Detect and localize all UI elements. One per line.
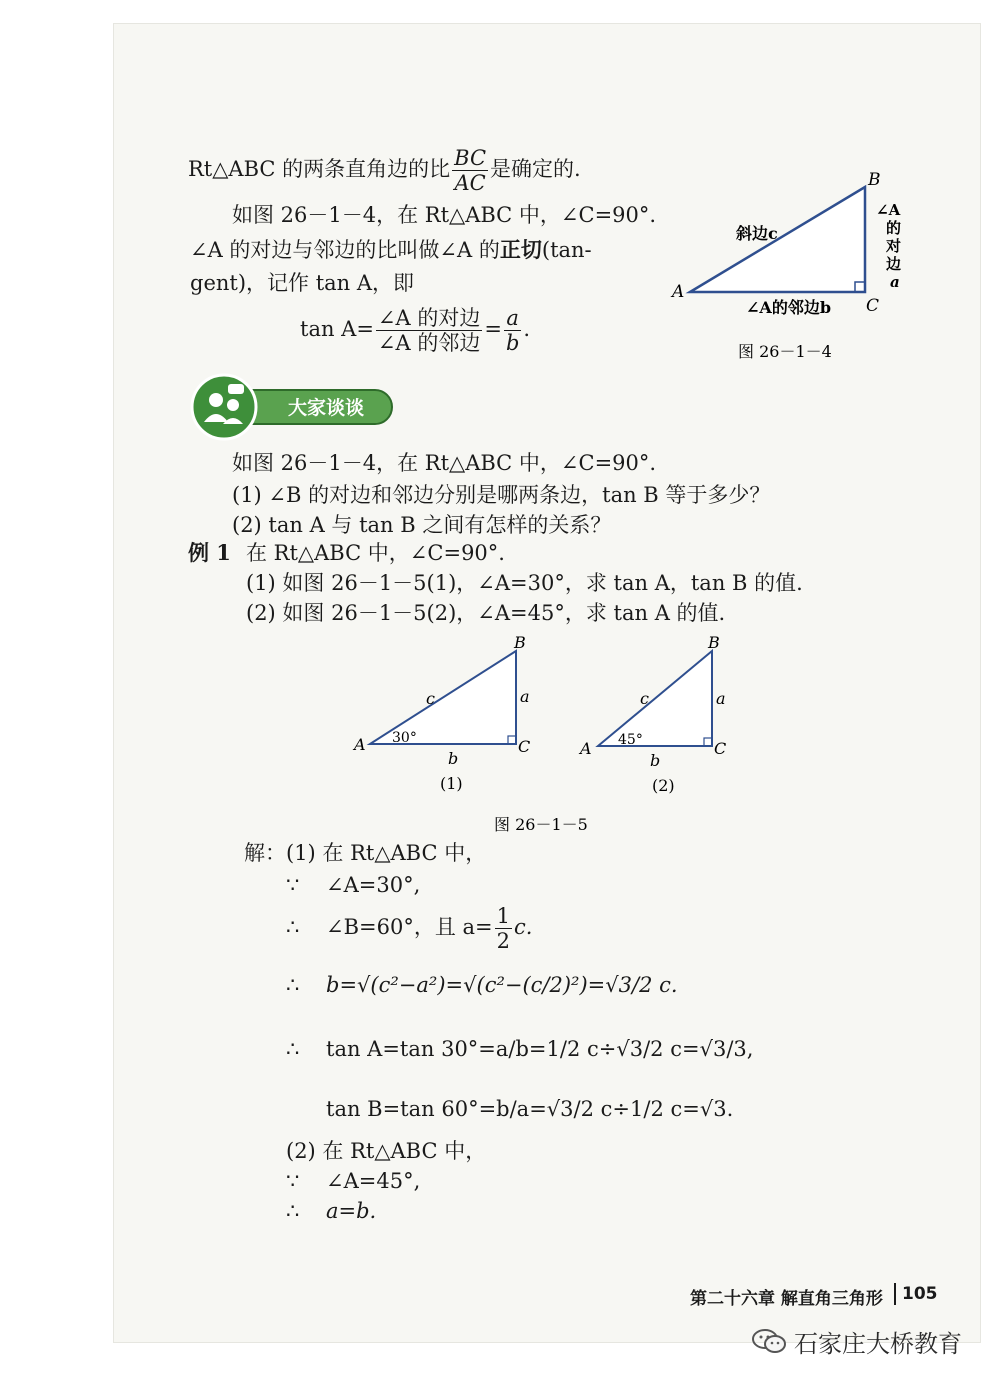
formula-ab-fraction [504, 306, 521, 355]
page-number: 105 [902, 1284, 938, 1304]
l3-text: ∠B=60°，且 a= [326, 915, 493, 939]
adj-label: ∠A的邻边b [746, 298, 832, 317]
chapter-footer: 第二十六章 解直角三角形 [690, 1289, 883, 1309]
formula-fraction [376, 306, 482, 355]
example-line-2: (1) 如图 26－1－5(1)，∠A=30°，求 tan A，tan B 的值. [246, 571, 803, 595]
watermark-text: 石家庄大桥教育 [794, 1330, 962, 1358]
t2-b: b [650, 751, 661, 770]
intro-prefix: Rt△ABC 的两条直角边的比 [188, 157, 451, 181]
solution-line-8: ∠A=45°, [326, 1169, 421, 1193]
solution-line-7: (2) 在 Rt△ABC 中， [286, 1139, 487, 1163]
opp-label-5: a [890, 273, 900, 291]
definition-text-end: (tan- [541, 238, 592, 262]
solution-line-9: a=b. [326, 1199, 377, 1223]
intro-fraction [452, 146, 488, 195]
solution-line-2: ∠A=30°, [326, 873, 421, 897]
formula-num: ∠A 的对边 [377, 306, 481, 330]
solution-sym-4: ∴ [286, 973, 300, 997]
sub-caption-1: (1) [440, 774, 463, 793]
solution-line-1: 解：(1) 在 Rt△ABC 中， [244, 841, 487, 865]
solution-sym-3: ∴ [286, 915, 300, 939]
definition-line-3: gent)，记作 tan A，即 [190, 271, 415, 295]
solution-sym-2: ∵ [286, 873, 300, 897]
discussion-line-3: (2) tan A 与 tan B 之间有怎样的关系？ [232, 513, 612, 537]
figure-26-1-5 [340, 634, 760, 834]
label-C: C [866, 296, 880, 316]
t1-A: A [354, 735, 366, 754]
discussion-badge [188, 372, 400, 442]
solution-line-4: b=√(c²−a²)=√(c²−(c/2)²)=√3/2 c. [326, 973, 678, 997]
opp-label-2: 的 [886, 219, 902, 237]
t2-B: B [708, 634, 720, 652]
formula-eq: = [484, 317, 502, 341]
opp-label-3: 对 [886, 237, 902, 255]
l3-end: c. [514, 915, 533, 939]
t1-c: c [426, 689, 435, 708]
t1-C: C [518, 737, 531, 756]
formula-lhs: tan A= [300, 317, 374, 341]
t2-a: a [716, 689, 726, 708]
t2-A: A [580, 739, 592, 758]
solution-sym-5: ∴ [286, 1037, 300, 1061]
solution-line-6: tan B=tan 60°=b/a=√3/2 c÷1/2 c=√3. [326, 1097, 734, 1121]
t2-c: c [640, 689, 649, 708]
definition-text: ∠A 的对边与邻边的比叫做∠A 的 [190, 238, 500, 262]
t1-b: b [448, 749, 459, 768]
t1-angle: 30° [392, 730, 417, 746]
figure-caption: 图 26－1－4 [738, 342, 832, 361]
discussion-line-1: 如图 26－1－4，在 Rt△ABC 中，∠C=90°. [232, 451, 657, 475]
t1-B: B [514, 634, 526, 652]
intro-line [188, 146, 581, 195]
formula-b: b [505, 331, 520, 355]
example-line-3: (2) 如图 26－1－5(2)，∠A=45°，求 tan A 的值. [246, 601, 726, 625]
opp-label-1: ∠A [876, 201, 901, 219]
l3-fraction [495, 904, 512, 953]
formula-a: a [504, 306, 521, 331]
example-label: 例 1 [188, 540, 231, 565]
t2-angle: 45° [618, 732, 643, 748]
example-line-1: 在 Rt△ABC 中，∠C=90°. [246, 541, 505, 565]
frac-den: AC [454, 171, 486, 195]
solution-sym-9: ∴ [286, 1199, 300, 1223]
figure-caption: 图 26－1－5 [494, 815, 588, 834]
badge-label: 大家谈谈 [288, 397, 365, 419]
wechat-icon [752, 1328, 786, 1354]
sub-caption-2: (2) [652, 776, 675, 795]
tangent-term: 正切 [499, 237, 542, 262]
formula-den: ∠A 的邻边 [377, 331, 481, 355]
solution-line-3 [326, 904, 532, 953]
t2-C: C [714, 739, 727, 758]
label-A: A [672, 282, 685, 302]
l3-den: 2 [496, 929, 511, 953]
t1-a: a [520, 687, 530, 706]
definition-line-2 [190, 235, 592, 265]
label-B: B [868, 170, 881, 190]
footer-divider [894, 1283, 896, 1305]
badge-circle [192, 375, 256, 439]
discussion-line-2: (1) ∠B 的对边和邻边分别是哪两条边，tan B 等于多少？ [232, 483, 771, 507]
frac-num: BC [454, 146, 487, 170]
tangent-formula [300, 306, 530, 355]
opp-label-4: 边 [886, 255, 902, 273]
solution-sym-8: ∵ [286, 1169, 300, 1193]
definition-line-1: 如图 26－1－4，在 Rt△ABC 中，∠C=90°. [232, 203, 657, 227]
intro-suffix: 是确定的. [490, 157, 581, 181]
formula-end: . [523, 317, 531, 341]
solution-line-5: tan A=tan 30°=a/b=1/2 c÷√3/2 c=√3/3, [326, 1037, 754, 1061]
l3-num: 1 [496, 904, 511, 928]
figure-26-1-4 [660, 165, 920, 370]
hyp-label: 斜边c [736, 224, 778, 243]
triangle-2 [598, 651, 712, 746]
